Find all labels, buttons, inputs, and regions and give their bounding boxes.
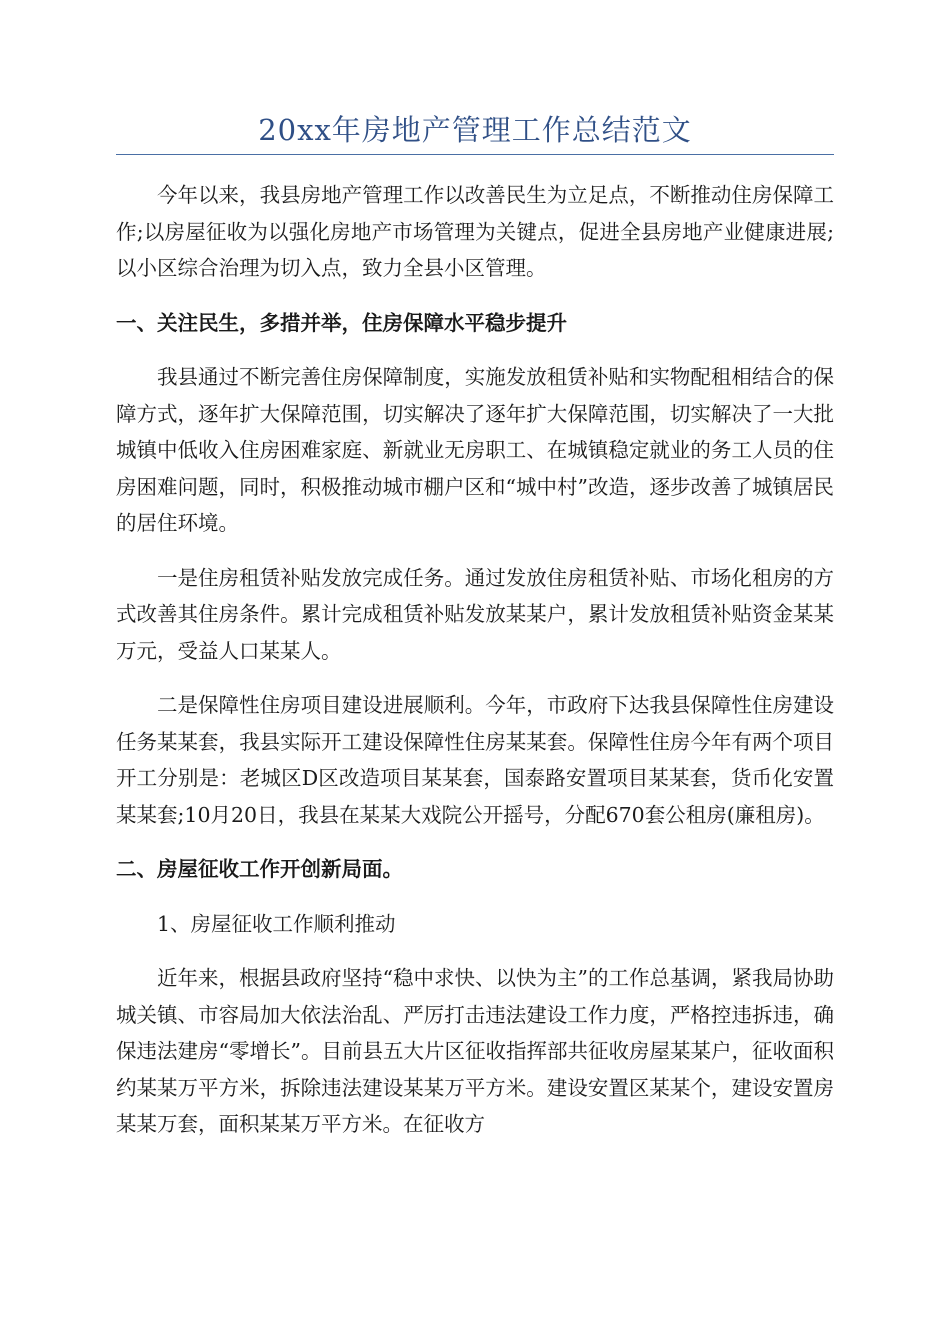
document-page (116, 0, 834, 1143)
section1-heading: 一、关注民生，多措并举，住房保障水平稳步提升 (116, 310, 567, 335)
section2-paragraph-1: 近年来，根据县政府坚持“稳中求快、以快为主”的工作总基调，紧我局协助城关镇、市容局加大依法治乱、严厉打击违法建设工作力度，严格控违拆违，确保违法建房“零增长”。目前县五大片区征收指挥部共征收房屋某某户，征收面积约某某万平方米，拆除违法建设某某万平方米。建设安置区某某个，建设安置房某某万套，面积某某万平方米。在征收方 (116, 966, 834, 1136)
section1-paragraph-2: 一是住房租赁补贴发放完成任务。通过发放住房租赁补贴、市场化租房的方式改善其住房条件。累计完成租赁补贴发放某某户，累计发放租赁补贴资金某某万元，受益人口某某人。 (116, 565, 834, 663)
section2-subheading-1: 1、房屋征收工作顺利推动 (157, 911, 396, 936)
title-block (116, 112, 834, 155)
intro-paragraph: 今年以来，我县房地产管理工作以改善民生为立足点，不断推动住房保障工作;以房屋征收为以强化房地产市场管理为关键点，促进全县房地产业健康进展;以小区综合治理为切入点，致力全县小区管理。 (116, 183, 834, 280)
section1-paragraph-3: 二是保障性住房项目建设进展顺利。今年，市政府下达我县保障性住房建设任务某某套，我县实际开工建设保障性住房某某套。保障性住房今年有两个项目开工分别是：老城区D区改造项目某某套，国泰路安置项目某某套，货币化安置某某套;10月20日，我县在某某大戏院公开摇号，分配670套公租房(廉租房)。 (116, 693, 834, 827)
section1-paragraph-1: 我县通过不断完善住房保障制度，实施发放租赁补贴和实物配租相结合的保障方式，逐年扩大保障范围，切实解决了逐年扩大保障范围，切实解决了一大批城镇中低收入住房困难家庭、新就业无房职工、在城镇稳定就业的务工人员的住房困难问题，同时，积极推动城市棚户区和“城中村”改造，逐步改善了城镇居民的居住环境。 (116, 365, 834, 535)
section2-heading: 二、房屋征收工作开创新局面。 (116, 857, 403, 881)
document-title: 20xx年房地产管理工作总结范文 (258, 113, 692, 147)
